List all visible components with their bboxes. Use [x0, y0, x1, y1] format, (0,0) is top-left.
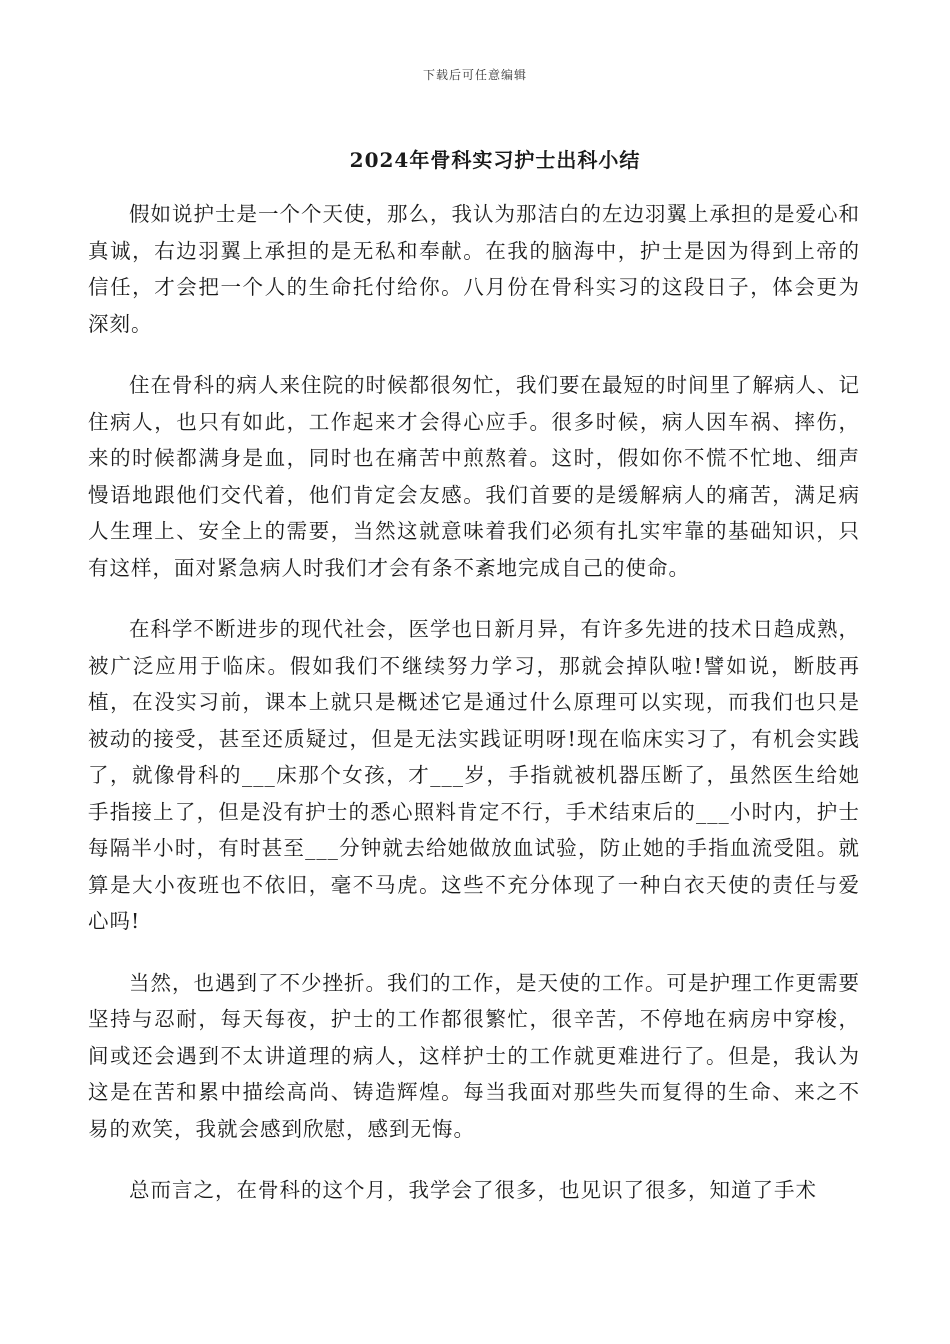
paragraph-2: 住在骨科的病人来住院的时候都很匆忙，我们要在最短的时间里了解病人、记住病人，也只有如此，工作起来才会得心应手。很多时候，病人因车祸、摔伤，来的时候都满身是血，同时也在痛苦中煎熬着。这时，假如你不慌不忙地、细声慢语地跟他们交代着，他们肯定会友感。我们首要的是缓解病人的痛苦，满足病人生理上、安全上的需要，当然这就意味着我们必须有扎实牢靠的基础知识，只有这样，面对紧急病人时我们才会有条不紊地完成自己的使命。 — [88, 373, 860, 580]
header-note: 下载后可任意编辑 — [422, 68, 527, 82]
paragraph-4: 当然，也遇到了不少挫折。我们的工作，是天使的工作。可是护理工作更需要坚持与忍耐，每天每夜，护士的工作都很繁忙，很辛苦，不停地在病房中穿梭，间或还会遇到不太讲道理的病人，这样护士的工作就更难进行了。但是，我认为这是在苦和累中描绘高尚、铸造辉煌。每当我面对那些失而复得的生命、来之不易的欢笑，我就会感到欣慰，感到无悔。 — [88, 970, 860, 1141]
paragraph-1: 假如说护士是一个个天使，那么，我认为那洁白的左边羽翼上承担的是爱心和真诚，右边羽翼上承担的是无私和奉献。在我的脑海中，护士是因为得到上帝的信任，才会把一个人的生命托付给你。八月份在骨科实习的这段日子，体会更为深刻。 — [88, 202, 860, 336]
paragraph-5: 总而言之，在骨科的这个月，我学会了很多，也见识了很多，知道了手术 — [129, 1178, 817, 1202]
paragraph-3: 在科学不断进步的现代社会，医学也日新月异，有许多先进的技术日趋成熟，被广泛应用于临床。假如我们不继续努力学习，那就会掉队啦!譬如说，断肢再植，在没实习前，课本上就只是概述它是通过什么原理可以实现，而我们也只是被动的接受，甚至还质疑过，但是无法实践证明呀!现在临床实习了，有机会实践了，就像骨科的___床那个女孩，才___岁，手指就被机器压断了，虽然医生给她手指接上了，但是没有护士的悉心照料肯定不行，手术结束后的___小时内，护士每隔半小时，有时甚至___分钟就去给她做放血试验，防止她的手指血流受阻。就算是大小夜班也不依旧，毫不马虎。这些不充分体现了一种白衣天使的责任与爱心吗! — [88, 617, 860, 933]
document-title: 2024年骨科实习护士出科小结 — [349, 148, 641, 172]
document-body — [88, 196, 860, 1209]
